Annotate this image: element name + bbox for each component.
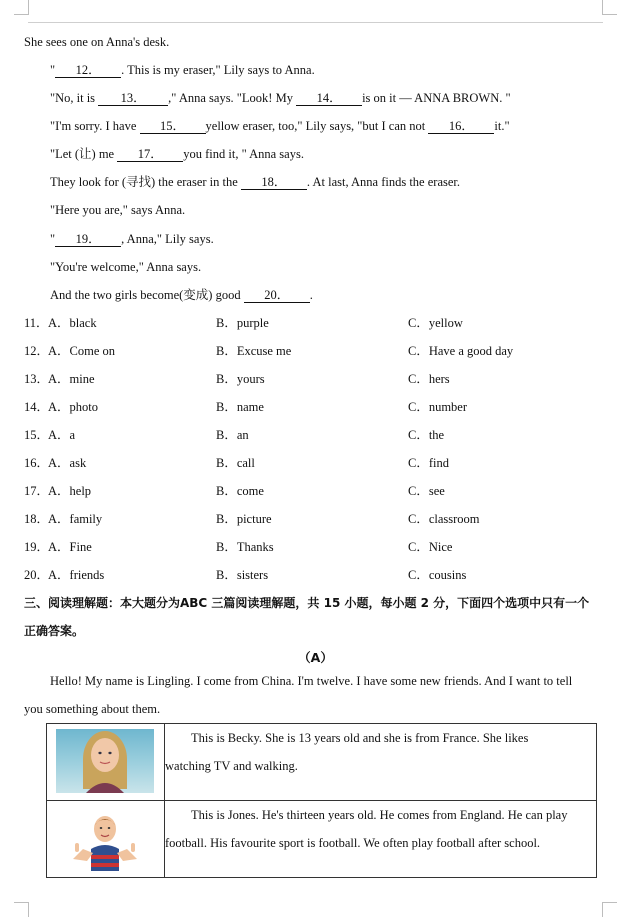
page-corner-mark (602, 0, 617, 15)
description-cell (165, 724, 597, 801)
option-row (24, 343, 614, 359)
question-number: 15． (24, 428, 50, 442)
photo-cell (47, 801, 165, 878)
section-heading-line: 三、阅读理解题：本大题分为ABC 三篇阅读理解题，共 15 小题，每小题 2 分，下面四个选项中只有一个 (24, 596, 590, 610)
option-row (24, 539, 614, 555)
section-heading-line: 正确答案。 (24, 624, 85, 638)
option-c[interactable]: C．the (408, 428, 445, 442)
intro-line: Hello! My name is Lingling. I come from China. I'm twelve. I have some new friends. And I want to tell (50, 674, 573, 688)
option-row (24, 483, 614, 499)
option-b[interactable]: B．come (216, 484, 264, 498)
option-b[interactable]: B．call (216, 456, 255, 470)
blank-18[interactable]: 18． (241, 175, 307, 190)
boy-photo (65, 809, 145, 871)
option-a[interactable]: A．mine (48, 372, 95, 386)
option-c[interactable]: C．yellow (408, 316, 463, 330)
blank-12[interactable]: 12． (55, 63, 121, 78)
question-number: 14． (24, 400, 50, 414)
blank-16[interactable]: 16． (428, 119, 494, 134)
question-number: 11． (24, 316, 49, 330)
option-a[interactable]: A．ask (48, 456, 87, 470)
passage-line: They look for (寻找) the eraser in the 18． . At last, Anna finds the eraser. (50, 175, 461, 189)
option-row (24, 511, 614, 527)
option-c[interactable]: C．find (408, 456, 449, 470)
question-number: 18． (24, 512, 50, 526)
passage-line: "Let (让) me 17． you find it, " Anna says. (50, 147, 304, 161)
option-a[interactable]: A．photo (48, 400, 99, 414)
option-b[interactable]: B．Excuse me (216, 344, 292, 358)
passage-line: " 12． . This is my eraser," Lily says to Anna. (50, 63, 315, 77)
option-b[interactable]: B．name (216, 400, 264, 414)
section-heading (24, 589, 614, 645)
table-row (47, 801, 597, 878)
reading-a-heading: （A） (298, 650, 333, 665)
passage-line: "I'm sorry. I have 15． yellow eraser, too," Lily says, "but I can not 16． it." (50, 119, 510, 133)
intro-line: you something about them. (24, 702, 161, 716)
option-a[interactable]: A．Fine (48, 540, 92, 554)
description-cell (165, 801, 597, 878)
passage-line: She sees one on Anna's desk. (24, 35, 170, 49)
option-c[interactable]: C．classroom (408, 512, 480, 526)
question-number: 19． (24, 540, 50, 554)
option-a[interactable]: A．help (48, 484, 92, 498)
option-row (24, 399, 614, 415)
option-a[interactable]: A．a (48, 428, 76, 442)
question-number: 17． (24, 484, 50, 498)
page-corner-mark (14, 902, 29, 917)
blank-17[interactable]: 17． (117, 147, 183, 162)
header-rule (28, 22, 603, 23)
option-b[interactable]: B．sisters (216, 568, 269, 582)
option-row (24, 371, 614, 387)
option-b[interactable]: B．yours (216, 372, 265, 386)
blank-20[interactable]: 20． (244, 288, 310, 303)
girl-photo (56, 729, 154, 793)
question-number: 20． (24, 568, 50, 582)
option-c[interactable]: C．cousins (408, 568, 467, 582)
question-number: 12． (24, 344, 50, 358)
description-line: This is Jones. He's thirteen years old. He comes from England. He can play (191, 808, 568, 822)
photo-cell (47, 724, 165, 801)
option-c[interactable]: C．Nice (408, 540, 453, 554)
description-line: watching TV and walking. (165, 759, 298, 773)
option-row (24, 567, 614, 583)
option-c[interactable]: C．Have a good day (408, 344, 514, 358)
option-a[interactable]: A．family (48, 512, 103, 526)
blank-13[interactable]: 13． (98, 91, 168, 106)
option-b[interactable]: B．Thanks (216, 540, 274, 554)
passage-line: " 19． , Anna," Lily says. (50, 232, 214, 246)
description-line: football. His favourite sport is football. We often play football after school. (165, 836, 541, 850)
option-b[interactable]: B．purple (216, 316, 269, 330)
passage-line: "No, it is 13． ," Anna says. "Look! My 14． is on it — ANNA BROWN. " (50, 91, 511, 105)
option-a[interactable]: A．Come on (48, 344, 116, 358)
option-a[interactable]: A．black (48, 316, 97, 330)
page-corner-mark (14, 0, 29, 15)
option-b[interactable]: B．picture (216, 512, 272, 526)
table-row (47, 724, 597, 801)
blank-19[interactable]: 19． (55, 232, 121, 247)
option-c[interactable]: C．see (408, 484, 445, 498)
option-c[interactable]: C．hers (408, 372, 450, 386)
option-row (24, 427, 614, 443)
blank-14[interactable]: 14． (296, 91, 362, 106)
option-row (24, 455, 614, 471)
option-b[interactable]: B．an (216, 428, 249, 442)
page-corner-mark (602, 902, 617, 917)
description-line: This is Becky. She is 13 years old and she is from France. She likes (191, 731, 529, 745)
question-number: 16． (24, 456, 50, 470)
blank-15[interactable]: 15． (140, 119, 206, 134)
option-a[interactable]: A．friends (48, 568, 105, 582)
passage-line: "You're welcome," Anna says. (50, 260, 202, 274)
question-number: 13． (24, 372, 50, 386)
option-row (24, 315, 614, 331)
passage-line: And the two girls become(变成) good 20． . (50, 288, 313, 302)
friends-table (46, 723, 597, 878)
passage-line: "Here you are," says Anna. (50, 203, 186, 217)
option-c[interactable]: C．number (408, 400, 468, 414)
